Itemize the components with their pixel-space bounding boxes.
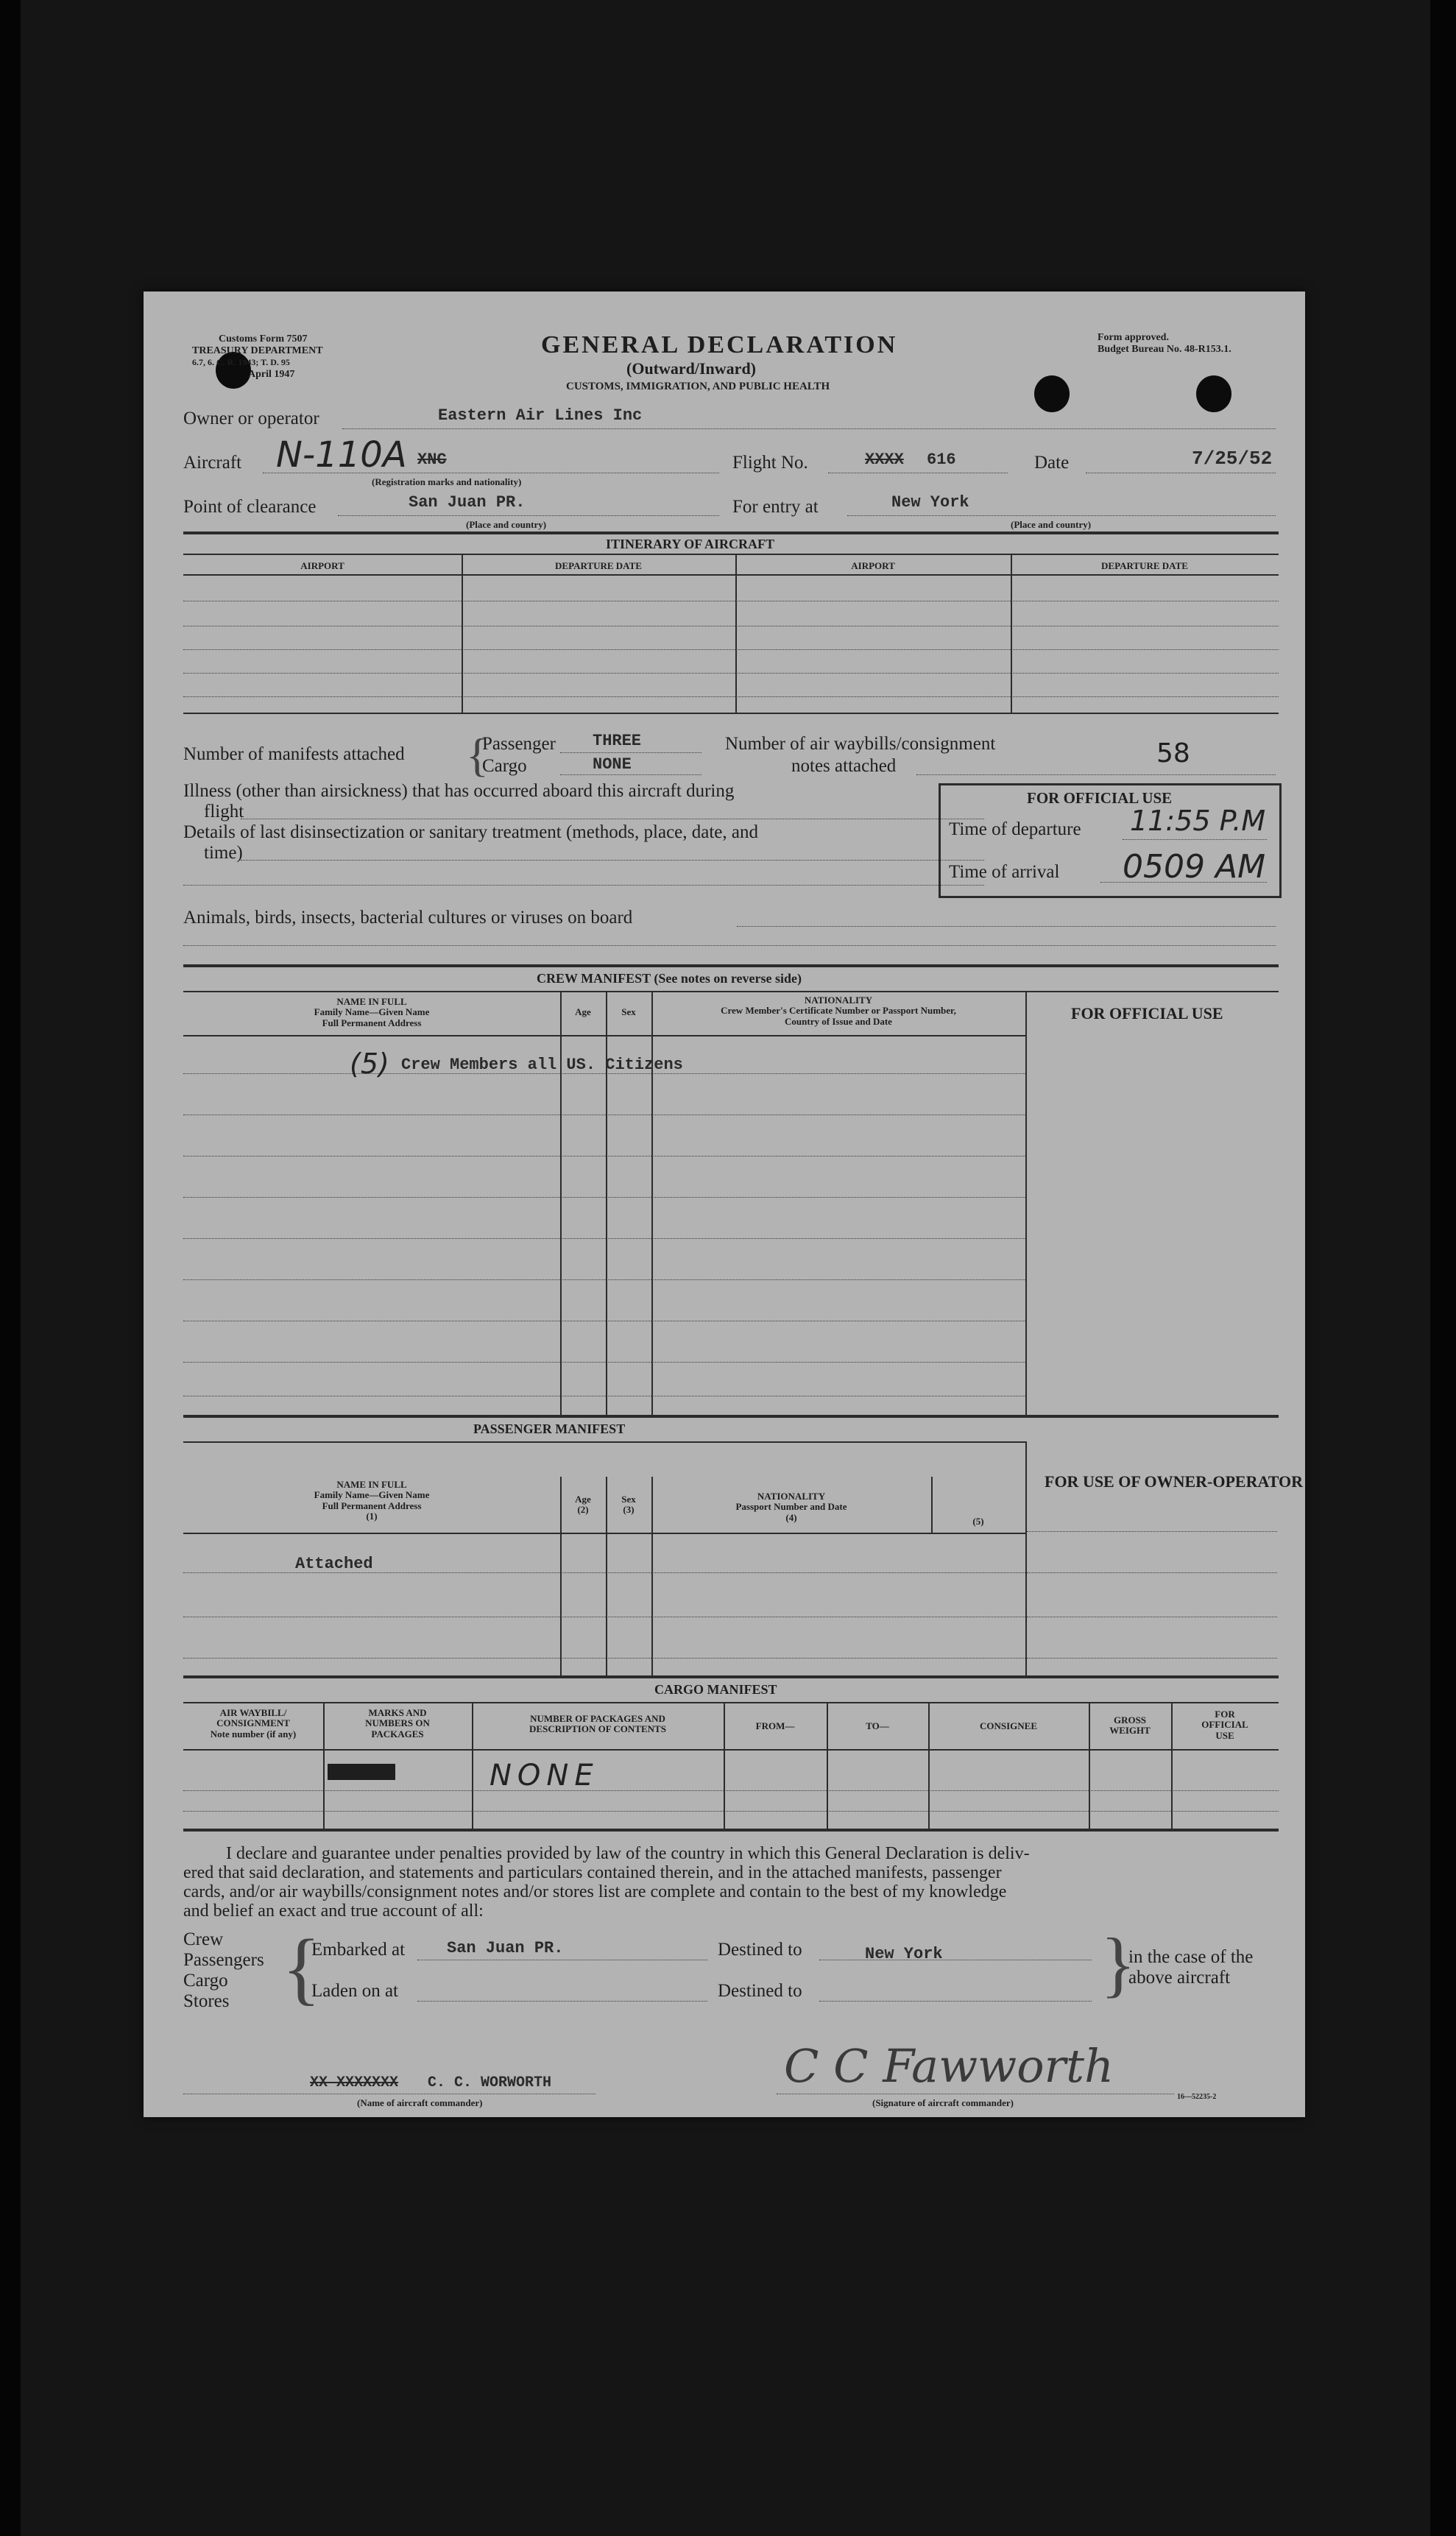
- col-divider: [560, 1477, 562, 1675]
- clearance-label: Point of clearance: [183, 497, 317, 517]
- row-line: [1027, 1658, 1277, 1659]
- entry-caption: (Place and country): [1011, 519, 1092, 530]
- clearance-caption: (Place and country): [466, 519, 547, 530]
- destined-label-1: Destined to: [718, 1940, 802, 1960]
- clearance-line: [338, 515, 719, 516]
- row-line: [183, 1362, 1027, 1363]
- waybills-line: [916, 774, 1276, 775]
- row-line: [1027, 1531, 1277, 1532]
- passenger-col-sex: Sex (3): [621, 1494, 636, 1516]
- declaration-line-3: cards, and/or air waybills/consignment notes and/or stores list are complete and contain to the best of my knowledge: [183, 1882, 1007, 1901]
- row-line: [183, 1811, 1279, 1812]
- departure-time-label: Time of departure: [949, 819, 1081, 839]
- laden-line: [417, 2001, 707, 2002]
- cargo-entry: NONE: [490, 1759, 599, 1792]
- owner-operator-use: FOR USE OF OWNER-OPERATOR: [1045, 1472, 1304, 1491]
- embarked-label: Embarked at: [311, 1940, 406, 1960]
- animals-line: [737, 926, 1276, 927]
- date-value: 7/25/52: [1192, 448, 1273, 470]
- rule: [183, 574, 1279, 576]
- registration-caption: (Registration marks and nationality): [372, 476, 522, 487]
- signature-caption: (Signature of aircraft commander): [872, 2097, 1014, 2108]
- crew-manifest-title: CREW MANIFEST (See notes on reverse side): [537, 971, 802, 986]
- flight-struck: XXXX: [865, 451, 904, 469]
- col-divider: [931, 1477, 933, 1533]
- entry-label: For entry at: [732, 497, 819, 517]
- crew-col-age: Age: [575, 1006, 591, 1017]
- col-divider: [735, 554, 737, 713]
- passenger-entry: Attached: [295, 1555, 373, 1573]
- itinerary-col-departure: DEPARTURE DATE: [555, 560, 642, 571]
- commander-name-caption: (Name of aircraft commander): [357, 2097, 483, 2108]
- col-divider: [724, 1702, 725, 1829]
- department: TREASURY DEPARTMENT: [192, 345, 323, 356]
- col-divider: [1025, 991, 1027, 1415]
- disinsect-line: [241, 860, 984, 861]
- col-divider: [1011, 554, 1012, 713]
- type-crew: Crew: [183, 1929, 224, 1949]
- bracket: {: [282, 1923, 321, 2013]
- crew-col-name: NAME IN FULL Family Name—Given Name Full Permanent Address: [314, 996, 430, 1028]
- illness-label: Illness (other than airsickness) that has occurred aboard this aircraft during: [183, 781, 735, 801]
- entry-line: [847, 515, 1276, 516]
- passenger-manifest-value: THREE: [593, 732, 642, 750]
- illness-label-2: flight: [204, 802, 244, 822]
- row-line: [183, 649, 1279, 650]
- film-edge-right: [1430, 0, 1456, 2536]
- agencies: CUSTOMS, IMMIGRATION, AND PUBLIC HEALTH: [566, 381, 830, 392]
- laden-label: Laden on at: [311, 1981, 399, 2001]
- col-divider: [1089, 1702, 1090, 1829]
- form-number: Customs Form 7507: [219, 333, 308, 345]
- declaration-line-2: ered that said declaration, and statements and particulars contained therein, and in the attached manifests, passenger: [183, 1863, 1002, 1882]
- col-divider: [651, 991, 653, 1415]
- manifests-label: Number of manifests attached: [183, 744, 405, 764]
- rule: [183, 1415, 1279, 1418]
- bracket: {: [466, 729, 489, 781]
- official-use-title: FOR OFFICIAL USE: [1027, 789, 1173, 807]
- waybills-label-2: notes attached: [791, 756, 897, 776]
- form-title: GENERAL DECLARATION: [541, 331, 898, 358]
- cargo-manifest-label: Cargo: [482, 756, 527, 776]
- cfr-reference: 6.7, 6. C. R. 1943; T. D. 95: [192, 357, 290, 367]
- crew-entry: Crew Members all US. Citizens: [401, 1056, 683, 1074]
- arrival-time-value: 0509 AM: [1123, 848, 1266, 886]
- type-cargo: Cargo: [183, 1971, 228, 1991]
- disinsect-line: [183, 885, 984, 886]
- declaration-line-1: I declare and guarantee under penalties provided by law of the country in which this General Declaration is deliv-: [226, 1844, 1030, 1863]
- passenger-manifest-label: Passenger: [482, 734, 556, 754]
- declaration-line-4: and belief an exact and true account of all:: [183, 1901, 484, 1921]
- entry-value: New York: [891, 493, 969, 512]
- itinerary-title: ITINERARY OF AIRCRAFT: [606, 537, 775, 551]
- punch-hole: [1034, 375, 1070, 412]
- rule: [183, 1675, 1279, 1678]
- row-line: [183, 1238, 1027, 1239]
- passenger-col-nationality: NATIONALITY Passport Number and Date (4): [735, 1491, 847, 1523]
- rule: [183, 964, 1279, 967]
- itinerary-col-departure: DEPARTURE DATE: [1101, 560, 1188, 571]
- row-line: [183, 673, 1279, 674]
- destined-label-2: Destined to: [718, 1981, 802, 2001]
- rule: [183, 991, 1279, 992]
- flight-label: Flight No.: [732, 453, 808, 473]
- type-passengers: Passengers: [183, 1950, 264, 1970]
- clearance-value: San Juan PR.: [409, 493, 526, 512]
- col-divider: [928, 1702, 930, 1829]
- aircraft-struck: XNC: [417, 451, 447, 469]
- passenger-col-name: NAME IN FULL Family Name—Given Name Full Permanent Address (1): [314, 1479, 430, 1522]
- commander-signature: C C Fawworth: [784, 2039, 1114, 2093]
- col-divider: [606, 991, 607, 1415]
- col-divider: [827, 1702, 828, 1829]
- case-line-1: in the case of the: [1128, 1947, 1254, 1967]
- cargo-manifest-value: NONE: [593, 755, 632, 774]
- col-divider: [472, 1702, 473, 1829]
- edition-date: April 1947: [248, 369, 295, 380]
- passenger-col-age: Age (2): [575, 1494, 591, 1516]
- passenger-manifest-title: PASSENGER MANIFEST: [473, 1421, 626, 1436]
- date-label: Date: [1034, 453, 1070, 473]
- commander-typed-name: C. C. WORWORTH: [428, 2074, 552, 2091]
- animals-line: [183, 945, 1276, 946]
- col-divider: [462, 554, 463, 713]
- row-line: [183, 1279, 1027, 1280]
- passenger-manifest-line: [560, 752, 702, 753]
- embarked-value: San Juan PR.: [447, 1939, 564, 1957]
- rule: [183, 1441, 1027, 1443]
- cargo-col-weight: GROSS WEIGHT: [1109, 1714, 1151, 1737]
- cargo-col-official: FOR OFFICIAL USE: [1201, 1709, 1248, 1741]
- owner-line: [342, 428, 1276, 429]
- destined-value-1: New York: [865, 1945, 943, 1963]
- col-divider: [1171, 1702, 1173, 1829]
- animals-label: Animals, birds, insects, bacterial cultures or viruses on board: [183, 908, 633, 928]
- crew-col-nationality: NATIONALITY Crew Member's Certificate Number or Passport Number, Country of Issue and Date: [721, 995, 956, 1027]
- commander-struck: XX XXXXXXX: [310, 2074, 399, 2091]
- itinerary-col-airport: AIRPORT: [851, 560, 895, 571]
- row-line: [183, 1197, 1027, 1198]
- rule: [183, 1533, 1027, 1534]
- print-code: 16—52235-2: [1177, 2093, 1217, 2101]
- form-subtitle: (Outward/Inward): [626, 359, 757, 378]
- general-declaration-form: [144, 292, 1305, 2117]
- owner-value: Eastern Air Lines Inc: [438, 406, 643, 425]
- owner-label: Owner or operator: [183, 409, 319, 428]
- cargo-col-to: TO—: [866, 1720, 889, 1731]
- col-divider: [560, 991, 562, 1415]
- aircraft-label: Aircraft: [183, 453, 242, 473]
- case-line-2: above aircraft: [1128, 1968, 1231, 1988]
- col-divider: [323, 1702, 325, 1829]
- rule: [183, 1749, 1279, 1751]
- row-line: [1027, 1572, 1277, 1573]
- rule: [183, 713, 1279, 714]
- cargo-col-marks: MARKS AND NUMBERS ON PACKAGES: [365, 1707, 430, 1739]
- itinerary-col-airport: AIRPORT: [300, 560, 344, 571]
- disinsect-label: Details of last disinsectization or sanitary treatment (methods, place, date, and: [183, 822, 758, 842]
- punch-hole: [1196, 375, 1231, 412]
- flight-number: 616: [927, 451, 956, 469]
- cargo-col-waybill: AIR WAYBILL/ CONSIGNMENT Note number (if any): [210, 1707, 297, 1739]
- row-line: [183, 1790, 1279, 1791]
- film-edge-left: [0, 0, 21, 2536]
- disinsect-label-2: time): [204, 843, 243, 863]
- col-divider: [651, 1477, 653, 1675]
- waybills-label: Number of air waybills/consignment: [725, 734, 996, 754]
- crew-official-use: FOR OFFICIAL USE: [1071, 1004, 1223, 1022]
- row-line: [183, 696, 1279, 697]
- departure-time-value: 11:55 P.M: [1130, 805, 1266, 837]
- cargo-col-packages: NUMBER OF PACKAGES AND DESCRIPTION OF CONTENTS: [529, 1713, 666, 1735]
- rule: [183, 1035, 1027, 1036]
- col-divider: [1025, 1441, 1027, 1675]
- cargo-manifest-title: CARGO MANIFEST: [654, 1682, 777, 1697]
- cargo-col-from: FROM—: [755, 1720, 795, 1731]
- budget-bureau: Budget Bureau No. 48-R153.1.: [1098, 344, 1231, 355]
- crew-col-sex: Sex: [621, 1006, 636, 1017]
- rule: [183, 1829, 1279, 1832]
- cargo-manifest-line: [560, 774, 702, 775]
- type-stores: Stores: [183, 1991, 230, 2011]
- rule: [183, 554, 1279, 555]
- passenger-col-5: (5): [972, 1516, 984, 1527]
- departure-time-line: [1123, 839, 1267, 840]
- rule: [183, 1702, 1279, 1703]
- bracket: }: [1100, 1923, 1136, 2005]
- cargo-col-consignee: CONSIGNEE: [979, 1720, 1038, 1731]
- crew-count: (5): [350, 1048, 389, 1080]
- waybills-value: 58: [1156, 738, 1190, 769]
- col-divider: [606, 1477, 607, 1675]
- arrival-time-label: Time of arrival: [949, 862, 1060, 882]
- destined-line-2: [819, 2001, 1092, 2002]
- rule: [183, 531, 1279, 534]
- row-line: [183, 1658, 1027, 1659]
- aircraft-registration: N-110A: [276, 434, 407, 476]
- cargo-marks-redacted: XXXXXXX: [328, 1762, 396, 1781]
- form-approved: Form approved.: [1098, 332, 1169, 343]
